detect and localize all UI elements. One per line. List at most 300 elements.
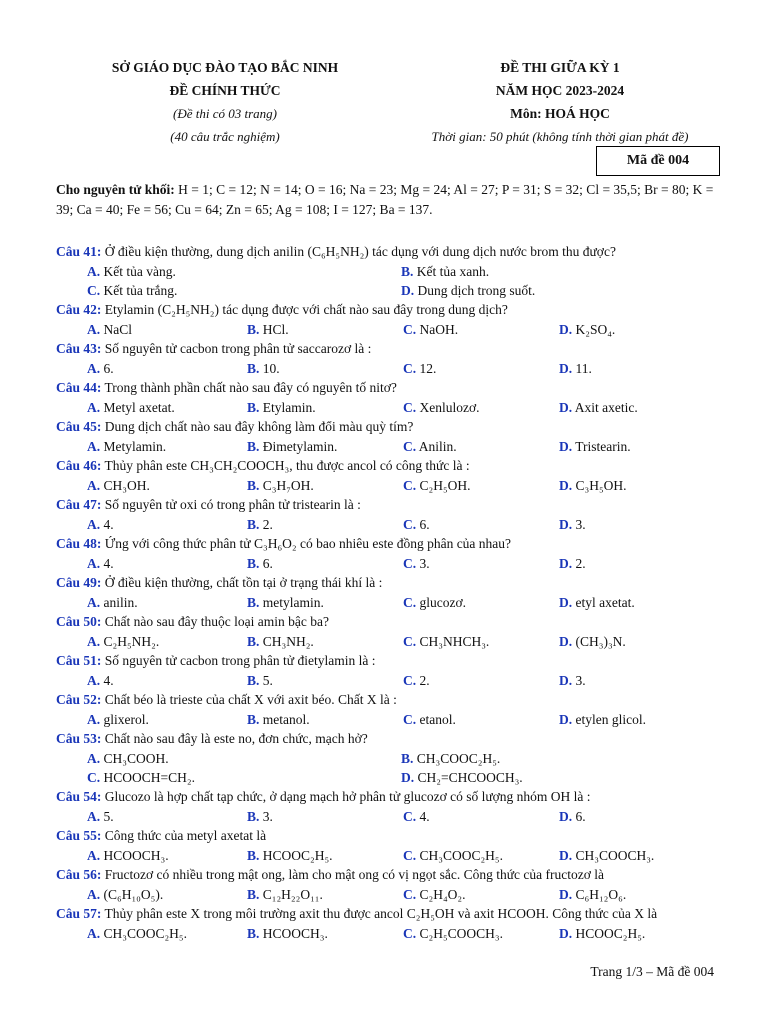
question-text [56,573,724,593]
option-text: CH₃NH₂. [259,634,314,649]
answer-options [56,320,724,339]
answer-option [87,807,247,826]
question-number: Câu 43: [56,341,102,356]
option-letter: C. [403,517,417,532]
answer-option [87,710,247,729]
option-letter: B. [247,595,260,610]
question-text [56,534,724,554]
answer-option [401,768,715,787]
answer-option [403,846,559,865]
option-letter: A. [87,712,101,727]
option-text: etylen glicol. [572,712,646,727]
option-letter: A. [87,848,101,863]
answer-option [247,924,403,943]
option-text: etyl axetat. [572,595,635,610]
question-stem: Chất nào sau đây là este no, đơn chức, mạch hở? [101,731,368,746]
answer-options [56,632,724,651]
atomic-masses [56,180,724,220]
option-text: 4. [100,556,114,571]
question-text [56,729,724,749]
question-text [56,456,724,476]
option-letter: A. [87,556,101,571]
option-letter: C. [403,712,417,727]
answer-option [401,749,715,768]
option-text: CH₃NHCH₃. [416,634,490,649]
answer-option [403,359,559,378]
answer-option [87,320,247,339]
question-number: Câu 51: [56,653,102,668]
question-item [56,242,724,300]
question-text [56,651,724,671]
answer-options [56,807,724,826]
option-letter: C. [403,887,417,902]
option-text: Metylamin. [100,439,167,454]
option-text: CH₃COOC₂H₅. [100,926,188,941]
answer-option [247,554,403,573]
question-number: Câu 50: [56,614,102,629]
question-stem: Thủy phân este X trong môi trường axit thu được ancol C₂H₅OH và axit HCOOH. Công thức của X là [101,906,658,921]
answer-option [247,359,403,378]
question-stem: Ứng với công thức phân tử C₃H₆O₂ có bao nhiêu este đồng phân của nhau? [101,536,512,551]
option-letter: C. [403,556,417,571]
question-text [56,495,724,515]
option-text: 2. [572,556,586,571]
option-letter: A. [87,634,101,649]
option-text: glucozơ. [416,595,466,610]
answer-option [87,924,247,943]
question-item [56,339,724,378]
question-text [56,612,724,632]
answer-option [247,437,403,456]
question-count-note: (40 câu trắc nghiệm) [170,129,280,144]
option-letter: B. [247,478,260,493]
option-letter: D. [401,770,415,785]
answer-option [559,359,715,378]
question-number: Câu 49: [56,575,102,590]
answer-option [559,671,715,690]
answer-option [87,515,247,534]
answer-options [56,476,724,495]
question-stem: Dung dịch chất nào sau đây không làm đổi màu quỳ tím? [101,419,414,434]
question-stem: Trong thành phần chất nào sau đây có nguyên tố nitơ? [101,380,397,395]
option-text: Etylamin. [259,400,316,415]
option-letter: D. [559,887,573,902]
question-item [56,417,724,456]
answer-option [87,885,247,904]
option-letter: C. [403,848,417,863]
answer-option [247,710,403,729]
option-letter: B. [247,809,260,824]
exam-code-box: Mã đề 004 [596,146,720,176]
official-label: ĐỀ CHÍNH THỨC [169,83,281,98]
question-number: Câu 46: [56,458,102,473]
question-text [56,787,724,807]
question-stem: Fructozơ có nhiều trong mật ong, làm cho mật ong có vị ngọt sắc. Công thức của fructozơ là [101,867,604,882]
question-item [56,300,724,339]
question-number: Câu 42: [56,302,102,317]
time-limit: Thời gian: 50 phút (không tính thời gian phát đề) [431,129,689,144]
option-letter: B. [247,712,260,727]
option-letter: A. [87,926,101,941]
question-number: Câu 48: [56,536,102,551]
answer-options [56,262,724,300]
option-text: 5. [259,673,273,688]
answer-option [87,554,247,573]
option-letter: C. [403,926,417,941]
option-text: 10. [259,361,280,376]
option-text: C₁₂H₂₂O₁₁. [259,887,323,902]
option-letter: D. [559,517,573,532]
option-text: C₆H₁₂O₆. [572,887,627,902]
answer-option [247,632,403,651]
answer-option [87,281,401,300]
option-text: HCOOC₂H₅. [572,926,646,941]
question-number: Câu 44: [56,380,102,395]
option-text: 3. [259,809,273,824]
answer-option [403,807,559,826]
option-text: 6. [100,361,114,376]
question-item [56,534,724,573]
option-text: glixerol. [100,712,149,727]
answer-option [87,262,401,281]
option-text: Kết tủa vàng. [100,264,176,279]
answer-option [247,807,403,826]
answer-option [403,515,559,534]
answer-option [87,768,401,787]
option-letter: D. [559,712,573,727]
option-text: 3. [572,673,586,688]
answer-options [56,437,724,456]
option-text: Dung dịch trong suốt. [414,283,536,298]
question-text [56,378,724,398]
answer-option [401,262,715,281]
option-text: CH₃COOCH₃. [572,848,655,863]
option-letter: D. [559,439,573,454]
option-letter: D. [559,556,573,571]
question-item [56,573,724,612]
answer-options [56,515,724,534]
option-text: Xenlulozơ. [416,400,480,415]
option-text: HCOOCH₃. [259,926,328,941]
option-text: 3. [572,517,586,532]
question-text [56,826,724,846]
question-stem: Chất nào sau đây thuộc loại amin bậc ba? [101,614,329,629]
page-count-note: (Đề thi có 03 trang) [173,106,277,121]
option-letter: C. [403,478,417,493]
answer-option [559,515,715,534]
page-footer: Trang 1/3 – Mã đề 004 [590,964,714,979]
answer-option [403,437,559,456]
option-text: 4. [416,809,430,824]
option-letter: A. [87,400,101,415]
answer-option [87,593,247,612]
question-text [56,242,724,262]
option-text: C₂H₅COOCH₃. [416,926,504,941]
answer-option [403,554,559,573]
answer-option [87,846,247,865]
question-item [56,826,724,865]
answer-options [56,671,724,690]
answer-option [403,924,559,943]
option-letter: B. [247,887,260,902]
option-text: HCOOCH=CH₂. [100,770,195,785]
option-letter: B. [247,673,260,688]
option-letter: A. [87,322,101,337]
option-letter: D. [559,478,573,493]
option-letter: D. [559,361,573,376]
option-text: Tristearin. [572,439,631,454]
option-text: 6. [572,809,586,824]
option-letter: D. [559,809,573,824]
option-text: metylamin. [259,595,324,610]
option-text: metanol. [259,712,310,727]
option-letter: C. [403,595,417,610]
question-text [56,339,724,359]
question-item [56,651,724,690]
question-text [56,865,724,885]
option-text: 5. [100,809,114,824]
option-text: Kết tủa xanh. [413,264,490,279]
option-text: (C₆H₁₀O₅). [100,887,164,902]
option-text: Metyl axetat. [100,400,175,415]
answer-option [559,437,715,456]
option-text: C₂H₅NH₂. [100,634,160,649]
school-year: NĂM HỌC 2023-2024 [495,83,625,98]
question-stem: Thủy phân este CH₃CH₂COOCH₃, thu được ancol có công thức là : [101,458,470,473]
option-letter: D. [559,926,573,941]
question-item [56,690,724,729]
option-text: HCOOCH₃. [100,848,169,863]
answer-option [559,924,715,943]
option-letter: A. [87,517,101,532]
question-item [56,378,724,417]
option-letter: C. [87,770,101,785]
answer-option [559,398,715,417]
option-letter: A. [87,673,101,688]
option-letter: B. [247,439,260,454]
option-letter: B. [247,634,260,649]
option-letter: B. [247,556,260,571]
answer-option [87,671,247,690]
option-text: HCOOC₂H₅. [259,848,333,863]
question-text [56,417,724,437]
question-stem: Ở điều kiện thường, chất tồn tại ở trạng thái khí là : [101,575,383,590]
question-stem: Công thức của metyl axetat là [101,828,267,843]
answer-option [559,807,715,826]
option-letter: D. [559,595,573,610]
answer-option [559,885,715,904]
option-text: 6. [416,517,430,532]
answer-option [559,320,715,339]
question-stem: Số nguyên tử cacbon trong phân tử đietylamin là : [101,653,376,668]
question-stem: Ở điều kiện thường, dung dịch anilin (C₆H₅NH₂) tác dụng với dung dịch nước brom thu được? [101,244,616,259]
answer-option [559,846,715,865]
option-text: NaCl [100,322,132,337]
answer-option [403,476,559,495]
option-letter: D. [559,400,573,415]
answer-option [87,749,401,768]
header-left [60,56,390,148]
atomic-masses-values: H = 1; C = 12; N = 14; O = 16; Na = 23; Mg = 24; Al = 27; P = 31; S = 32; Cl = 35,5; Br = 80; K = 39; Ca = 40; Fe = 56; Cu = 64; Zn = 65; Ag = 108; I = 127; Ba = 137. [56,182,714,217]
option-text: CH₂=CHCOOCH₃. [414,770,523,785]
question-text [56,690,724,710]
question-number: Câu 55: [56,828,102,843]
answer-options [56,710,724,729]
answer-option [247,593,403,612]
option-text: etanol. [416,712,456,727]
answer-option [403,398,559,417]
answer-option [87,632,247,651]
answer-options [56,846,724,865]
option-text: CH₃COOH. [100,751,169,766]
answer-option [559,554,715,573]
option-letter: D. [559,634,573,649]
option-letter: C. [403,634,417,649]
question-number: Câu 52: [56,692,102,707]
option-letter: C. [403,673,417,688]
question-stem: Glucozo là hợp chất tạp chức, ở dạng mạch hở phân tử glucozơ có số lượng nhóm OH là : [101,789,591,804]
option-letter: D. [559,322,573,337]
answer-options [56,593,724,612]
question-list [56,242,724,943]
option-text: CH₃OH. [100,478,150,493]
question-item [56,456,724,495]
question-number: Câu 56: [56,867,102,882]
option-text: CH₃COOC₂H₅. [416,848,504,863]
question-number: Câu 41: [56,244,102,259]
option-text: 6. [259,556,273,571]
option-letter: A. [87,478,101,493]
option-letter: D. [401,283,415,298]
option-text: anilin. [100,595,138,610]
answer-option [247,320,403,339]
option-text: 11. [572,361,592,376]
option-letter: A. [87,809,101,824]
option-letter: B. [247,400,260,415]
question-text [56,300,724,320]
option-text: C₂H₅OH. [416,478,471,493]
answer-option [87,437,247,456]
option-letter: B. [247,361,260,376]
question-text [56,904,724,924]
option-text: CH₃COOC₂H₅. [413,751,501,766]
question-stem: Số nguyên tử cacbon trong phân tử saccarozơ là : [101,341,372,356]
option-text: Kết tủa trắng. [100,283,178,298]
answer-options [56,398,724,417]
department-name: SỞ GIÁO DỤC ĐÀO TẠO BẮC NINH [111,60,339,75]
answer-option [247,515,403,534]
answer-option [403,671,559,690]
answer-option [247,846,403,865]
answer-options [56,554,724,573]
question-number: Câu 53: [56,731,102,746]
answer-option [87,476,247,495]
option-letter: D. [559,673,573,688]
option-text: Axit axetic. [572,400,638,415]
option-letter: A. [87,439,101,454]
option-text: NaOH. [416,322,459,337]
option-text: (CH₃)₃N. [572,634,626,649]
answer-option [247,476,403,495]
option-letter: C. [403,809,417,824]
answer-option [559,632,715,651]
header-right [400,56,720,148]
option-letter: A. [87,887,101,902]
question-number: Câu 54: [56,789,102,804]
answer-option [87,359,247,378]
question-item [56,787,724,826]
option-letter: B. [247,848,260,863]
atomic-masses-label: Cho nguyên tử khối: [56,182,175,197]
option-text: C₂H₄O₂. [416,887,466,902]
option-text: C₃H₅OH. [572,478,627,493]
answer-option [403,710,559,729]
option-letter: B. [247,517,260,532]
option-text: 4. [100,673,114,688]
question-number: Câu 57: [56,906,102,921]
option-letter: C. [403,361,417,376]
option-letter: B. [401,751,414,766]
answer-option [403,593,559,612]
option-text: 2. [259,517,273,532]
question-item [56,612,724,651]
option-letter: B. [247,322,260,337]
option-text: C₃H₇OH. [259,478,314,493]
answer-option [247,398,403,417]
option-text: 3. [416,556,430,571]
option-letter: A. [87,751,101,766]
answer-option [247,885,403,904]
option-letter: C. [403,400,417,415]
answer-options [56,885,724,904]
question-stem: Số nguyên tử oxi có trong phân tử tristearin là : [101,497,361,512]
answer-option [403,885,559,904]
answer-option [559,710,715,729]
option-letter: B. [401,264,414,279]
question-stem: Chất béo là trieste của chất X với axit béo. Chất X là : [101,692,397,707]
answer-option [559,476,715,495]
question-item [56,904,724,943]
answer-options [56,749,724,787]
answer-option [403,632,559,651]
answer-options [56,924,724,943]
option-text: Đimetylamin. [259,439,338,454]
answer-option [247,671,403,690]
option-letter: B. [247,926,260,941]
answer-option [87,398,247,417]
answer-option [559,593,715,612]
answer-option [403,320,559,339]
option-letter: A. [87,595,101,610]
question-stem: Etylamin (C₂H₅NH₂) tác dụng được với chất nào sau đây trong dung dịch? [101,302,508,317]
option-text: 4. [100,517,114,532]
option-letter: A. [87,264,101,279]
question-item [56,865,724,904]
answer-option [401,281,715,300]
option-letter: A. [87,361,101,376]
option-text: 2. [416,673,430,688]
option-letter: C. [87,283,101,298]
question-item [56,729,724,787]
option-text: 12. [416,361,437,376]
option-letter: D. [559,848,573,863]
option-letter: C. [403,439,417,454]
question-number: Câu 47: [56,497,102,512]
option-text: Anilin. [416,439,457,454]
exam-title: ĐỀ THI GIỮA KỲ 1 [500,60,620,75]
option-letter: C. [403,322,417,337]
option-text: HCl. [259,322,289,337]
